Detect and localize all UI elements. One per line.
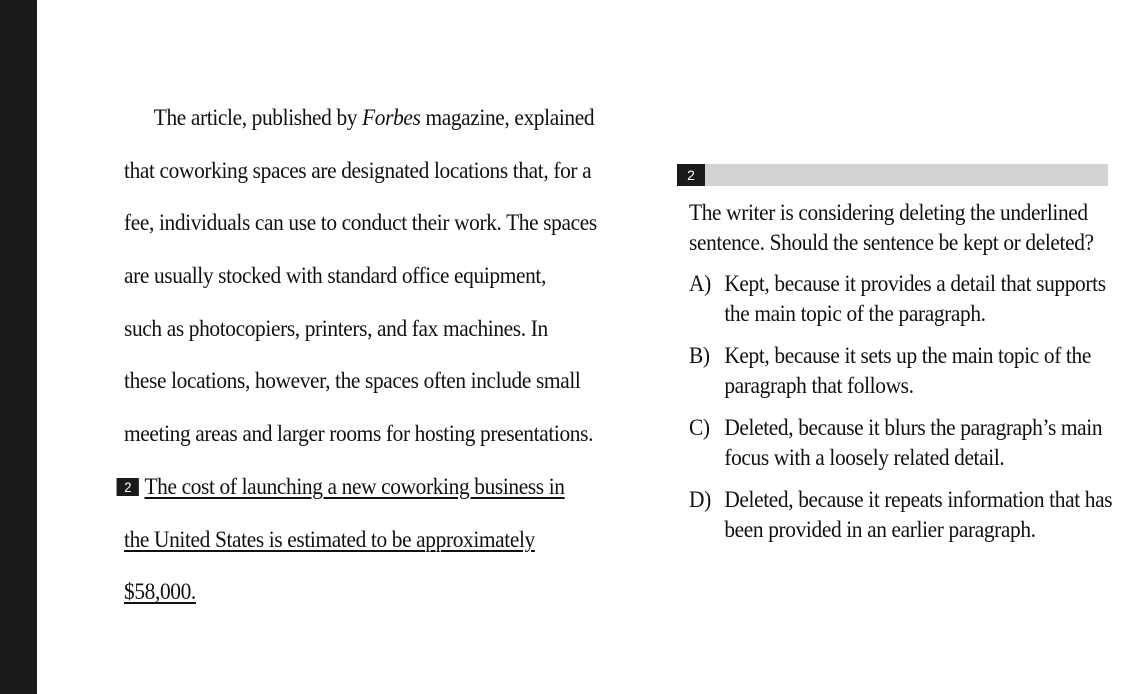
choice-letter: D) bbox=[689, 487, 711, 512]
choice-text: Kept, because it provides a detail that supports the main topic of the paragraph. bbox=[724, 271, 1106, 326]
answer-choice-a[interactable] bbox=[689, 269, 1117, 329]
answer-choice-c[interactable] bbox=[689, 413, 1117, 473]
question-number-badge: 2 bbox=[677, 164, 705, 186]
choice-letter: B) bbox=[689, 343, 710, 368]
underlined-text: the United States is estimated to be approximately bbox=[124, 526, 535, 552]
passage-line: these locations, however, the spaces often include small bbox=[124, 368, 581, 394]
question-marker-badge: 2 bbox=[117, 478, 139, 496]
passage-line: such as photocopiers, printers, and fax machines. In bbox=[124, 315, 548, 341]
passage-line: meeting areas and larger rooms for hosting presentations. bbox=[124, 421, 594, 447]
underlined-sentence-line bbox=[124, 520, 589, 573]
answer-choice-d[interactable] bbox=[689, 485, 1117, 545]
question-stem: The writer is considering deleting the underlined sentence. Should the sentence be kept or deleted? bbox=[689, 200, 1094, 255]
choice-text: Kept, because it sets up the main topic of the paragraph that follows. bbox=[724, 343, 1091, 398]
left-dark-margin bbox=[0, 0, 37, 694]
underlined-text: The cost of launching a new coworking business in bbox=[144, 473, 565, 499]
choice-text: Deleted, because it repeats information that has been provided in an earlier paragraph. bbox=[724, 487, 1113, 542]
passage-line: are usually stocked with standard office equipment, bbox=[124, 263, 546, 289]
passage-line: that coworking spaces are designated locations that, for a bbox=[124, 157, 592, 183]
question-header-bar bbox=[677, 164, 1108, 186]
choice-letter: A) bbox=[689, 271, 711, 296]
underlined-text: $58,000. bbox=[124, 579, 196, 605]
passage-paragraph bbox=[124, 98, 624, 625]
publication-name: Forbes bbox=[362, 105, 421, 130]
answer-choice-b[interactable] bbox=[689, 341, 1117, 401]
choice-text: Deleted, because it blurs the paragraph’s main focus with a loosely related detail. bbox=[724, 415, 1103, 470]
passage-line: The article, published by Forbes magazine, explained bbox=[153, 105, 595, 130]
underlined-sentence-line bbox=[124, 572, 589, 625]
question-block bbox=[689, 198, 1117, 557]
choice-letter: C) bbox=[689, 415, 710, 440]
underlined-sentence-line bbox=[124, 467, 589, 520]
passage-line: fee, individuals can use to conduct their work. The spaces bbox=[124, 210, 597, 236]
